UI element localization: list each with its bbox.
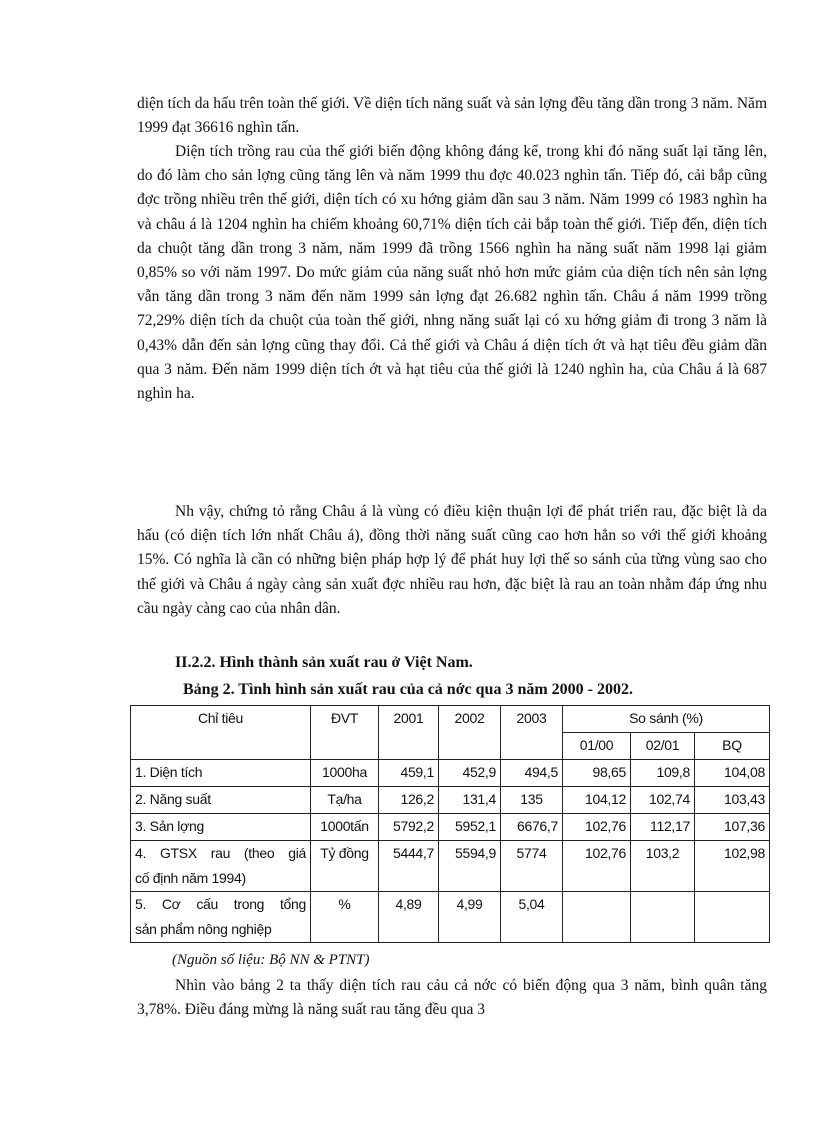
- cell-01-00: [563, 892, 631, 943]
- row-label-line-1: 5. Cơ cấu trong tổng: [135, 896, 306, 912]
- vegetable-production-table: [130, 705, 770, 943]
- header-2003: 2003: [501, 706, 563, 760]
- header-compare: So sánh (%): [563, 706, 770, 733]
- header-bq: BQ: [695, 733, 770, 760]
- cell-2001: 5792,2: [379, 814, 439, 841]
- cell-2003: 135: [501, 787, 563, 814]
- paragraph-1: diện tích da hấu trên toàn thế giới. Về diện tích năng suất và sản lợng đều tăng dần trong 3 năm. Năm 1999 đạt 36616 nghìn tấn.: [137, 95, 767, 137]
- cell-2003: 5774: [501, 841, 563, 892]
- table-row: [131, 841, 770, 892]
- table-row: [131, 814, 770, 841]
- cell-bq: 102,98: [695, 841, 770, 892]
- table-row: [131, 760, 770, 787]
- cell-unit: Tạ/ha: [311, 787, 379, 814]
- row-label-line-1: 4. GTSX rau (theo giá: [135, 845, 306, 861]
- cell-bq: [695, 892, 770, 943]
- row-label: 2. Năng suất: [131, 787, 311, 814]
- cell-01-00: 98,65: [563, 760, 631, 787]
- cell-unit: Tỷ đồng: [311, 841, 379, 892]
- cell-2003: 6676,7: [501, 814, 563, 841]
- table-source: (Nguồn số liệu: Bộ NN & PTNT): [172, 952, 370, 968]
- table-row: [131, 892, 770, 943]
- cell-02-01: 112,17: [631, 814, 695, 841]
- cell-2001: 5444,7: [379, 841, 439, 892]
- cell-2002: 5594,9: [439, 841, 501, 892]
- cell-2002: 131,4: [439, 787, 501, 814]
- row-label-line-2: sản phẩm nông nghiệp: [135, 921, 272, 937]
- header-01-00: 01/00: [563, 733, 631, 760]
- cell-02-01: 109,8: [631, 760, 695, 787]
- row-label: 3. Sản lợng: [131, 814, 311, 841]
- cell-2002: 452,9: [439, 760, 501, 787]
- cell-2001: 4,89: [379, 892, 439, 943]
- cell-2002: 5952,1: [439, 814, 501, 841]
- paragraph-2: Diện tích trồng rau của thế giới biến động không đáng kể, trong khi đó năng suất lại tăng lên, do đó làm cho sản lợng cũng tăng lên và năm 1999 thu đợc 40.023 nghìn tấn. Tiếp đó, cải bắp cũng đợc trồng nhiều trên thế giới, diện tích có xu hớng giảm dần sau 3 năm. Năm 1999 có 1983 nghìn ha và châu á là 1204 nghìn ha chiếm khoảng 60,71% diện tích cải bắp toàn thế giới. Tiếp đến, diện tích da chuột tăng dần trong 3 năm, năm 1999 đã trồng 1566 nghìn ha năng suất năm 1998 lại giảm 0,85% so với năm 1997. Do mức giảm của năng suất nhỏ hơn mức giảm của diện tích nên sản lợng vẫn tăng dần trong 3 năm đến năm 1999 sản lợng đạt 26.682 nghìn tấn. Châu á năm 1999 trồng 72,29% diện tích da chuột của toàn thế giới, nhng năng suất lại có xu hớng giảm đi trong 3 năm là 0,43% dẫn đến sản lợng cũng thay đổi. Cả thế giới và Châu á diện tích ớt và hạt tiêu đều giảm dần qua 3 năm. Đến năm 1999 diện tích ớt và hạt tiêu của thế giới là 1240 nghìn ha, của Châu á là 687 nghìn ha.: [137, 143, 767, 403]
- cell-unit: %: [311, 892, 379, 943]
- cell-2003: 5,04: [501, 892, 563, 943]
- cell-2002: 4,99: [439, 892, 501, 943]
- row-label: [131, 841, 311, 892]
- cell-01-00: 104,12: [563, 787, 631, 814]
- header-2002: 2002: [439, 706, 501, 760]
- cell-bq: 107,36: [695, 814, 770, 841]
- cell-unit: 1000ha: [311, 760, 379, 787]
- table-header-row: [131, 706, 770, 733]
- cell-02-01: 103,2: [631, 841, 695, 892]
- row-label: [131, 892, 311, 943]
- cell-02-01: [631, 892, 695, 943]
- row-label: 1. Diện tích: [131, 760, 311, 787]
- cell-2001: 459,1: [379, 760, 439, 787]
- header-2001: 2001: [379, 706, 439, 760]
- paragraph-3: Nh vậy, chứng tỏ rằng Châu á là vùng có điều kiện thuận lợi để phát triển rau, đặc biệt là da hấu (có diện tích lớn nhất Châu á), đồng thời năng suất cũng cao hơn hẳn so với thế giới khoảng 15%. Có nghĩa là cần có những biện pháp hợp lý để phát huy lợi thế so sánh của từng vùng sao cho thế giới và Châu á ngày càng sản xuất đợc nhiều rau hơn, đặc biệt là rau an toàn nhằm đáp ứng nhu cầu ngày càng cao của nhân dân.: [137, 503, 767, 617]
- cell-bq: 104,08: [695, 760, 770, 787]
- header-unit: ĐVT: [311, 706, 379, 760]
- table-caption: Bảng 2. Tình hình sản xuất rau của cả nớc qua 3 năm 2000 - 2002.: [183, 681, 633, 698]
- paragraph-4: Nhìn vào bảng 2 ta thấy diện tích rau cảu cả nớc có biến động qua 3 năm, bình quân tăng 3,78%. Điều đáng mừng là năng suất rau tăng đều qua 3: [137, 977, 767, 1019]
- cell-01-00: 102,76: [563, 814, 631, 841]
- cell-2003: 494,5: [501, 760, 563, 787]
- section-heading: II.2.2. Hình thành sản xuất rau ở Việt Nam.: [175, 654, 473, 671]
- header-02-01: 02/01: [631, 733, 695, 760]
- header-indicator: Chỉ tiêu: [131, 706, 311, 760]
- table-row: [131, 787, 770, 814]
- row-label-line-2: cố định năm 1994): [135, 870, 246, 886]
- cell-01-00: 102,76: [563, 841, 631, 892]
- cell-2001: 126,2: [379, 787, 439, 814]
- cell-unit: 1000tấn: [311, 814, 379, 841]
- cell-bq: 103,43: [695, 787, 770, 814]
- cell-02-01: 102,74: [631, 787, 695, 814]
